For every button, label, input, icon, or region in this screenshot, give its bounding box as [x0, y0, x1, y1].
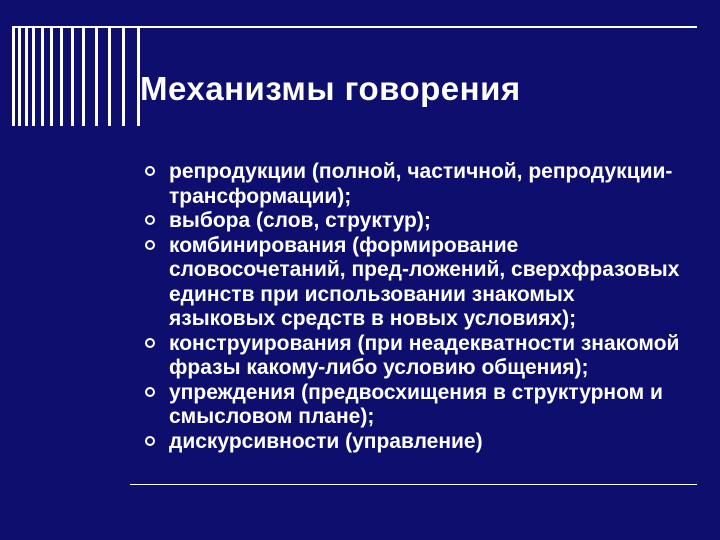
bullet-item — [144, 430, 684, 455]
stripe-bar — [95, 26, 98, 126]
hollow-circle-bullet-icon — [145, 436, 155, 446]
stripe-bar — [108, 26, 111, 126]
stripe-bar — [60, 26, 63, 126]
stripe-bar — [41, 26, 44, 126]
bullet-item — [144, 381, 684, 430]
hollow-circle-bullet-icon — [145, 166, 155, 176]
bullet-text: выбора (слов, структур); — [169, 209, 431, 232]
hollow-circle-bullet-icon — [145, 240, 155, 250]
bullet-item — [144, 209, 684, 234]
bullet-item — [144, 332, 684, 381]
bullet-list — [144, 160, 684, 454]
bullet-text: комбинирования (формирование словосочетаний, пред-ложений, сверхфразовых единств при использовании знакомых языковых средств в новых условиях); — [169, 233, 680, 330]
bullet-text: конструирования (при неадекватности знакомой фразы какому-либо условию общения); — [169, 331, 680, 379]
stripe-bar — [12, 26, 15, 126]
stripe-bar — [71, 26, 74, 126]
bullet-text: дискурсивности (управление) — [169, 429, 483, 453]
hollow-circle-bullet-icon — [145, 215, 155, 225]
stripe-bar — [18, 26, 21, 126]
stripe-bar — [122, 26, 125, 126]
stripe-bar — [50, 26, 53, 126]
slide-title: Механизмы говорения — [140, 70, 521, 107]
bullet-item — [144, 160, 684, 209]
bullet-item — [144, 234, 684, 332]
bottom-rule-line — [130, 484, 697, 485]
stripe-bar — [32, 26, 35, 126]
bullet-text: упреждения (предвосхищения в структурном и смысловом плане); — [169, 380, 663, 428]
hollow-circle-bullet-icon — [145, 387, 155, 397]
stripe-bar — [25, 26, 28, 126]
stripe-bar — [82, 26, 85, 126]
hollow-circle-bullet-icon — [145, 338, 155, 348]
vertical-stripes-decoration — [12, 26, 122, 126]
bullet-text: репродукции (полной, частичной, репродукции-трансформации); — [169, 160, 673, 208]
